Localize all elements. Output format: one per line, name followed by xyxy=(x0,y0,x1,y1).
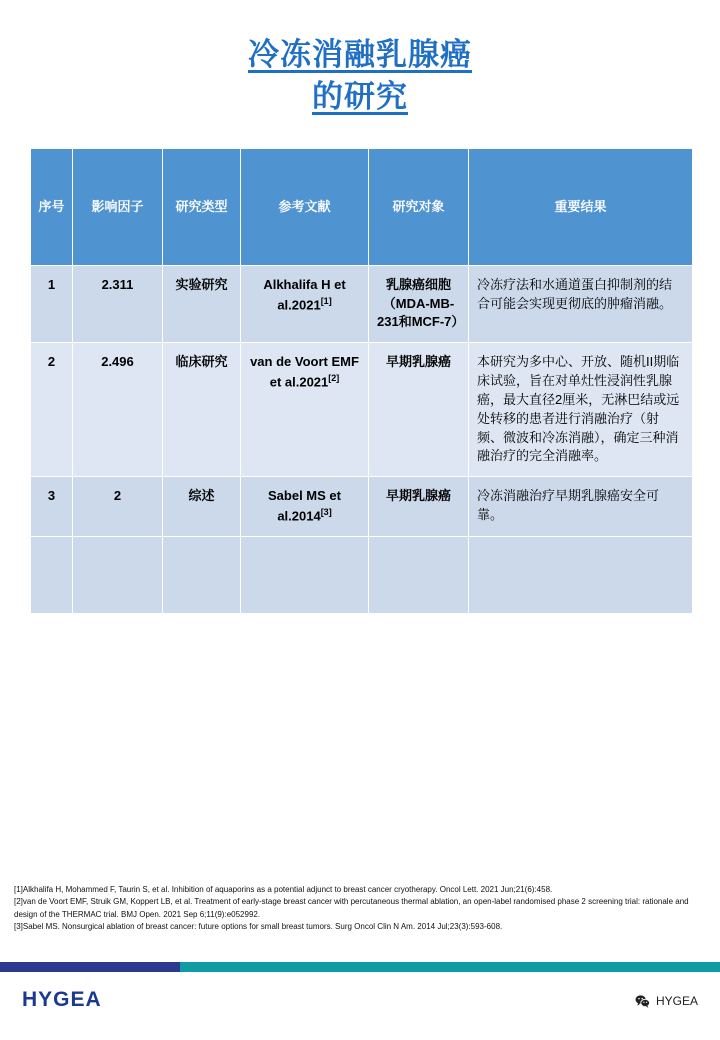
cell-number: 1 xyxy=(31,265,73,343)
title-line-1: 冷冻消融乳腺癌 xyxy=(248,37,472,72)
cell-impact-factor: 2.496 xyxy=(73,343,163,477)
cell-number: 2 xyxy=(31,343,73,477)
cell-result: 本研究为多中心、开放、随机II期临床试验，旨在对单灶性浸润性乳腺癌，最大直径2厘米，无淋巴结或远处转移的患者进行消融治疗（射频、微波和冷冻消融），确定三种消融治疗的完全消融率。 xyxy=(469,343,693,477)
page-title xyxy=(0,0,720,118)
footnote-2: [2]van de Voort EMF, Struik GM, Koppert LB, et al. Treatment of early-stage breast cancer with percutaneous thermal ablation, an open-label randomised phase 2 screening trial: rationale and design of the THERMAC trial. BMJ Open. 2021 Sep 6;11(9):e052992. xyxy=(14,897,689,919)
reference-superscript: [3] xyxy=(320,507,332,518)
cell-spacer xyxy=(73,537,163,614)
bottom-accent-bar xyxy=(0,962,720,972)
column-header-subject: 研究对象 xyxy=(369,148,469,265)
cell-spacer xyxy=(31,537,73,614)
column-header-impact-factor: 影响因子 xyxy=(73,148,163,265)
cell-result: 冷冻疗法和水通道蛋白抑制剂的结合可能会实现更彻底的肿瘤消融。 xyxy=(469,265,693,343)
reference-superscript: [2] xyxy=(328,373,340,384)
cell-study-type: 实验研究 xyxy=(163,265,241,343)
footnote-1: [1]Alkhalifa H, Mohammed F, Taurin S, et al. Inhibition of aquaporins as a potential adjunct to breast cancer cryotherapy. Oncol Lett. 2021 Jun;21(6):458. xyxy=(14,885,553,894)
cell-impact-factor: 2.311 xyxy=(73,265,163,343)
table-header-row xyxy=(31,148,693,265)
footer xyxy=(0,972,720,1040)
brand-logo: HYGEA xyxy=(22,988,102,1011)
cell-study-type: 临床研究 xyxy=(163,343,241,477)
footnote-3: [3]Sabel MS. Nonsurgical ablation of breast cancer: future options for small breast tumors. Surg Oncol Clin N Am. 2014 Jul;23(3):593-608. xyxy=(14,922,503,932)
studies-table xyxy=(30,148,693,615)
wechat-icon xyxy=(635,995,650,1008)
bar-segment-right xyxy=(180,962,720,972)
reference-text: Alkhalifa H et al.2021 xyxy=(263,276,346,312)
cell-reference xyxy=(241,477,369,537)
cell-reference xyxy=(241,343,369,477)
reference-text: van de Voort EMF et al.2021 xyxy=(250,354,359,390)
wechat-account xyxy=(635,994,698,1008)
table-row xyxy=(31,477,693,537)
cell-subject: 早期乳腺癌 xyxy=(369,477,469,537)
column-header-number: 序号 xyxy=(31,148,73,265)
table-row-spacer xyxy=(31,537,693,614)
cell-subject: 早期乳腺癌 xyxy=(369,343,469,477)
cell-spacer xyxy=(163,537,241,614)
cell-result: 冷冻消融治疗早期乳腺癌安全可靠。 xyxy=(469,477,693,537)
wechat-label: HYGEA xyxy=(655,994,698,1008)
title-line-2: 的研究 xyxy=(312,78,408,114)
footnotes xyxy=(14,884,704,934)
column-header-reference: 参考文献 xyxy=(241,148,369,265)
cell-spacer xyxy=(469,537,693,614)
cell-number: 3 xyxy=(31,477,73,537)
column-header-study-type: 研究类型 xyxy=(163,148,241,265)
cell-subject: 乳腺癌细胞（MDA-MB-231和MCF-7） xyxy=(369,265,469,343)
column-header-result: 重要结果 xyxy=(469,148,693,265)
table-row xyxy=(31,265,693,343)
table-row xyxy=(31,343,693,477)
reference-text: Sabel MS et al.2014 xyxy=(268,488,341,524)
cell-impact-factor: 2 xyxy=(73,477,163,537)
cell-reference xyxy=(241,265,369,343)
reference-superscript: [1] xyxy=(320,295,332,306)
cell-study-type: 综述 xyxy=(163,477,241,537)
cell-spacer xyxy=(241,537,369,614)
bar-segment-left xyxy=(0,962,180,972)
cell-spacer xyxy=(369,537,469,614)
